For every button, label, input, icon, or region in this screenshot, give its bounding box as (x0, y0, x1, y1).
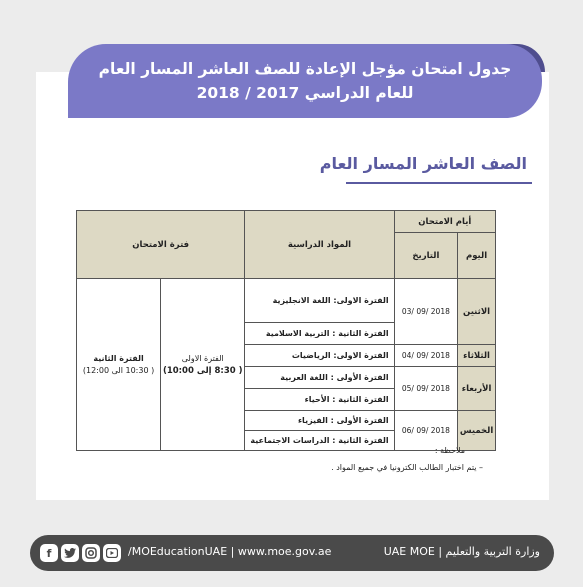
period-first-title: الفترة الاولى (181, 353, 224, 363)
footer-links[interactable]: /MOEducationUAE | www.moe.gov.ae (128, 545, 332, 558)
period-second-title: الفترة الثانية (93, 353, 144, 363)
date-monday: 2018 /09 /03 (394, 279, 458, 345)
header-subjects: المواد الدراسية (245, 211, 394, 279)
day-wednesday: الأربعاء (458, 367, 496, 411)
header-exam-days: أيام الامتحان (394, 211, 495, 233)
period-first (161, 279, 245, 451)
section-underline (346, 182, 532, 184)
banner-title: جدول امتحان مؤجل الإعادة للصف العاشر المسار العام (98, 60, 512, 78)
subject-thursday-1: الفترة الأولى : الفيزياء (245, 411, 394, 431)
day-thursday: الخميس (458, 411, 496, 451)
exam-schedule-table (76, 210, 496, 451)
period-second (77, 279, 161, 451)
period-first-time: ( 8:30 إلى 10:00) (162, 365, 243, 376)
header-day: اليوم (458, 233, 496, 279)
footer-ministry: وزارة التربية والتعليم | UAE MOE (383, 545, 540, 558)
header-exam-period: فترة الامتحان (77, 211, 245, 279)
day-tuesday: الثلاثاء (458, 345, 496, 367)
date-thursday: 2018 /09 /06 (394, 411, 458, 451)
section-title: الصف العاشر المسار العام (319, 154, 527, 173)
subject-tuesday-1: الفترة الاولى: الرياضيات (245, 345, 394, 367)
banner-subtitle: للعام الدراسي 2017 / 2018 (196, 84, 414, 102)
subject-thursday-2: الفترة الثانية : الدراسات الاجتماعية (245, 431, 394, 451)
date-tuesday: 2018 /09 /04 (394, 345, 458, 367)
footer-bar (30, 535, 554, 571)
facebook-icon[interactable]: f (40, 544, 58, 562)
youtube-icon[interactable] (103, 544, 121, 562)
note-text: – يتم اختبار الطالب الكترونيا في جميع المواد . (331, 463, 483, 472)
twitter-icon[interactable] (61, 544, 79, 562)
subject-wednesday-1: الفترة الأولى : اللغة العربية (245, 367, 394, 389)
header-date: التاريخ (394, 233, 458, 279)
day-monday: الاثنين (458, 279, 496, 345)
period-second-time: ( 10:30 الى 12:00) (82, 365, 155, 375)
title-banner (68, 44, 542, 118)
note-label: ملاحظة : (434, 446, 465, 455)
subject-monday-2: الفترة الثانية : التربية الاسلامية (245, 323, 394, 345)
date-wednesday: 2018 /09 /05 (394, 367, 458, 411)
instagram-icon[interactable] (82, 544, 100, 562)
social-icons (40, 544, 121, 562)
subject-wednesday-2: الفترة الثانية : الأحياء (245, 389, 394, 411)
subject-monday-1: الفترة الاولى: اللغة الانجليزية (245, 279, 394, 323)
